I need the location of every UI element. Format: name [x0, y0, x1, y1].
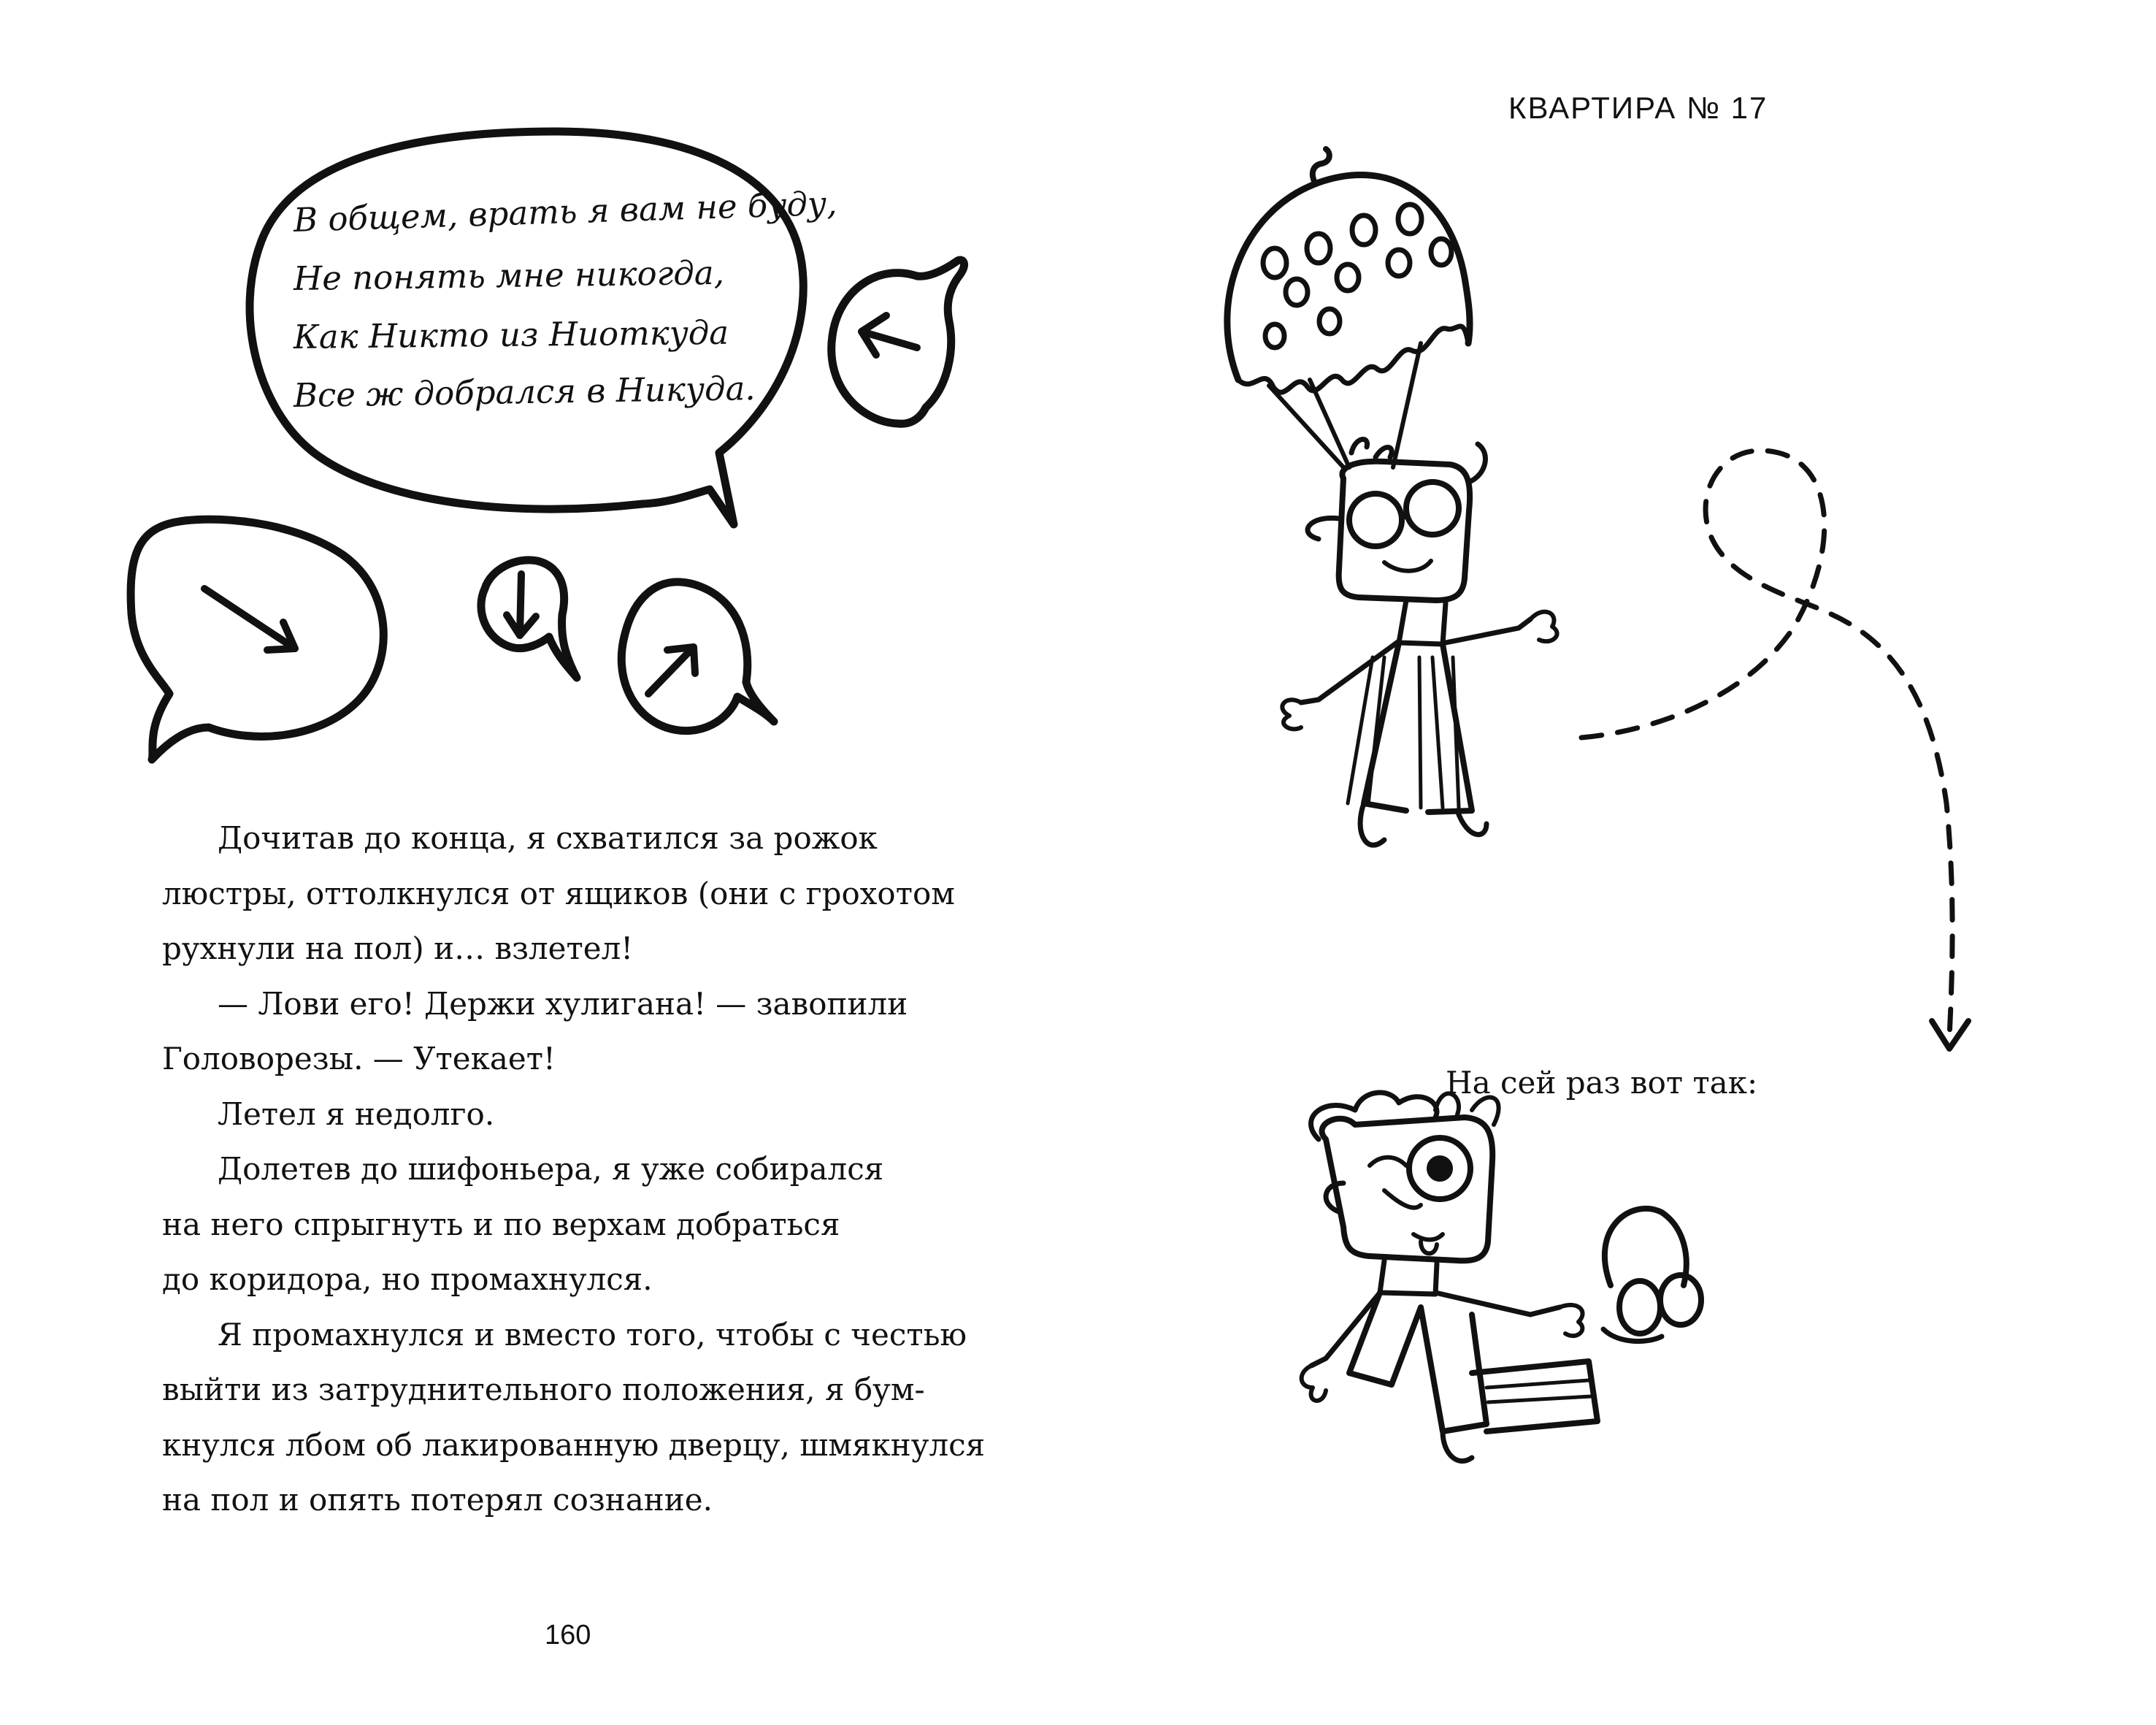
- text-line: выйти из затруднительного положения, я бум-: [162, 1372, 925, 1407]
- illustration-caption: На сей раз вот так:: [1446, 1065, 1758, 1101]
- poem-line: Как Никто из Ниоткуда: [293, 313, 729, 356]
- running-head: КВАРТИРА № 17: [1508, 91, 1768, 125]
- text-line: — Лови его! Держи хулигана! — завопили: [218, 985, 908, 1022]
- text-line: рухнули на пол) и… взлетел!: [162, 930, 634, 966]
- poem-line: Не понять мне никогда,: [293, 253, 725, 298]
- text-line: Головорезы. — Утекает!: [162, 1041, 556, 1076]
- text-line: Я промахнулся и вместо того, чтобы с честью: [218, 1316, 967, 1353]
- falling-boy: [1302, 1093, 1597, 1461]
- poem: [293, 183, 838, 425]
- dashed-flight-path: [1581, 451, 1952, 1037]
- body-text: [162, 811, 986, 1528]
- left-arrow-icon: [862, 315, 917, 355]
- poem-line: В общем, врать я вам не буду,: [293, 183, 838, 240]
- parachute-dots: [1263, 204, 1451, 348]
- flying-boy-illustration: [1078, 0, 2156, 1725]
- text-line: на него спрыгнуть и по верхам добраться: [162, 1206, 840, 1242]
- text-line: Летел я недолго.: [218, 1095, 495, 1132]
- medium-speech-bubble-down-right-arrow: [131, 519, 383, 760]
- text-line: на пол и опять потерял сознание.: [162, 1482, 713, 1518]
- down-right-arrow-icon: [204, 589, 295, 650]
- poem-line: Все ж добрался в Никуда.: [293, 369, 756, 415]
- text-line: до коридора, но промахнулся.: [162, 1261, 653, 1297]
- down-arrow-icon: [507, 574, 536, 635]
- boy-with-parachute: [1282, 440, 1557, 846]
- up-right-arrow-icon: [648, 647, 695, 694]
- text-line: Дочитав до конца, я схватился за рожок: [218, 820, 878, 856]
- tiny-speech-bubble-down-arrow: [481, 560, 577, 678]
- page-number: 160: [545, 1620, 591, 1651]
- text-line: Долетев до шифоньера, я уже собирался: [218, 1151, 884, 1187]
- right-page: [1078, 0, 2156, 1725]
- text-line: люстры, оттолкнулся от ящиков (они с грохотом: [162, 875, 955, 911]
- parachute-icon: [1227, 149, 1470, 469]
- text-line: кнулся лбом об лакированную дверцу, шмякнулся: [162, 1426, 986, 1463]
- flying-goggles-icon: [1603, 1209, 1701, 1342]
